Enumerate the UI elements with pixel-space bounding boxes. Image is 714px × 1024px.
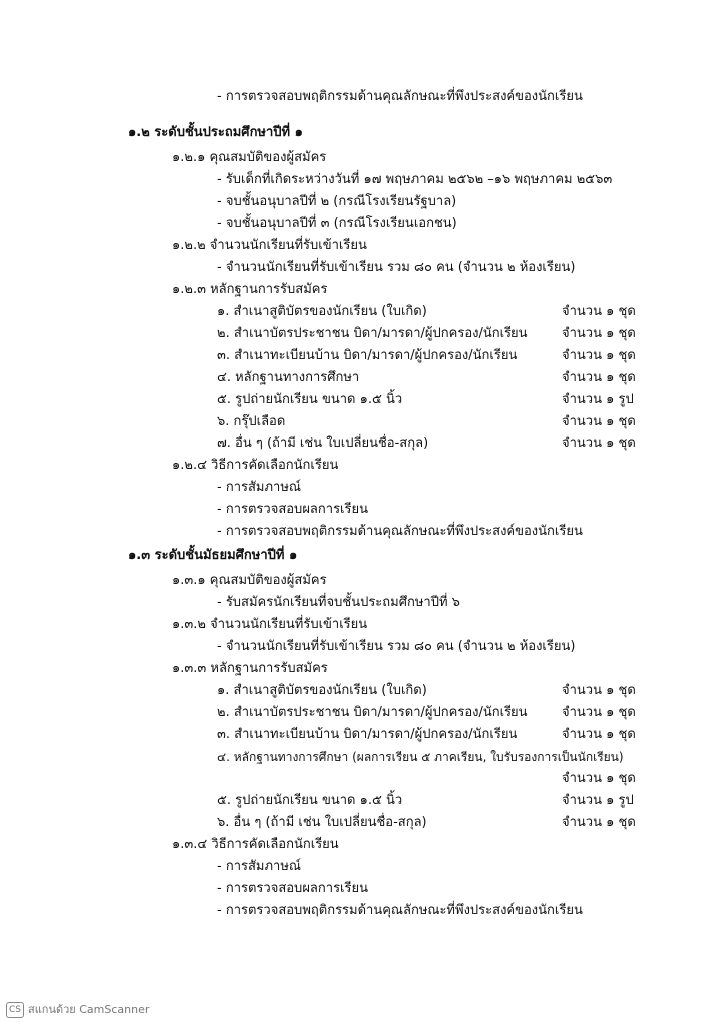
subsection-title-1-3-2: ๑.๓.๒ จำนวนนักเรียนที่รับเข้าเรียน xyxy=(172,617,368,632)
document-quantity: จำนวน ๑ ชุด xyxy=(562,683,636,698)
section-heading-1-3: ๑.๓ ระดับชั้นมัธยมศึกษาปีที่ ๑ xyxy=(128,548,298,563)
document-quantity: จำนวน ๑ ชุด xyxy=(562,727,636,742)
document-quantity: จำนวน ๑ รูป xyxy=(562,392,634,407)
document-item: ๖. กรุ๊ปเลือด xyxy=(217,414,286,429)
list-item: - รับเด็กที่เกิดระหว่างวันที่ ๑๗ พฤษภาคม ๒๕๖๒ –๑๖ พฤษภาคม ๒๕๖๓ xyxy=(217,172,613,187)
subsection-title-1-2-3: ๑.๒.๓ หลักฐานการรับสมัคร xyxy=(172,282,328,297)
document-quantity: จำนวน ๑ ชุด xyxy=(562,304,636,319)
document-item: ๑. สำเนาสูติบัตรของนักเรียน (ใบเกิด) xyxy=(217,683,427,698)
document-item: ๓. สำเนาทะเบียนบ้าน บิดา/มารดา/ผู้ปกครอง/นักเรียน xyxy=(217,727,518,742)
subsection-title-1-2-1: ๑.๒.๑ คุณสมบัติของผู้สมัคร xyxy=(172,150,327,165)
list-item: - รับสมัครนักเรียนที่จบชั้นประถมศึกษาปีที่ ๖ xyxy=(217,595,460,610)
document-item: ๔. หลักฐานทางการศึกษา (ผลการเรียน ๕ ภาคเรียน, ใบรับรองการเป็นนักเรียน) xyxy=(217,750,624,764)
subsection-title-1-3-3: ๑.๓.๓ หลักฐานการรับสมัคร xyxy=(172,661,328,676)
subsection-title-1-2-4: ๑.๒.๔ วิธีการคัดเลือกนักเรียน xyxy=(172,458,339,473)
scanner-watermark-text: สแกนด้วย CamScanner xyxy=(28,1003,150,1016)
list-item: - จำนวนนักเรียนที่รับเข้าเรียน รวม ๘๐ คน (จำนวน ๒ ห้องเรียน) xyxy=(217,639,576,654)
subsection-title-1-2-2: ๑.๒.๒ จำนวนนักเรียนที่รับเข้าเรียน xyxy=(172,238,367,253)
document-item: ๗. อื่น ๆ (ถ้ามี เช่น ใบเปลี่ยนชื่อ-สกุล) xyxy=(217,436,429,451)
document-quantity: จำนวน ๑ ชุด xyxy=(562,705,636,720)
document-quantity: จำนวน ๑ ชุด xyxy=(562,414,636,429)
document-item: ๕. รูปถ่ายนักเรียน ขนาด ๑.๕ นิ้ว xyxy=(217,793,403,808)
document-item: ๕. รูปถ่ายนักเรียน ขนาด ๑.๕ นิ้ว xyxy=(217,392,403,407)
document-item: ๓. สำเนาทะเบียนบ้าน บิดา/มารดา/ผู้ปกครอง/นักเรียน xyxy=(217,348,518,363)
subsection-title-1-3-1: ๑.๓.๑ คุณสมบัติของผู้สมัคร xyxy=(172,573,327,588)
list-item: - การสัมภาษณ์ xyxy=(217,480,301,495)
list-item: - การตรวจสอบพฤติกรรมด้านคุณลักษณะที่พึงประสงค์ของนักเรียน xyxy=(217,89,583,104)
list-item: - การสัมภาษณ์ xyxy=(217,859,301,874)
list-item: - การตรวจสอบผลการเรียน xyxy=(217,502,368,517)
list-item: - จบชั้นอนุบาลปีที่ ๒ (กรณีโรงเรียนรัฐบาล) xyxy=(217,194,457,209)
list-item: - การตรวจสอบพฤติกรรมด้านคุณลักษณะที่พึงประสงค์ของนักเรียน xyxy=(217,524,583,539)
list-item: - การตรวจสอบพฤติกรรมด้านคุณลักษณะที่พึงประสงค์ของนักเรียน xyxy=(217,903,583,918)
camscanner-logo-icon: CS xyxy=(6,1002,24,1018)
document-quantity: จำนวน ๑ ชุด xyxy=(562,348,636,363)
document-quantity: จำนวน ๑ ชุด xyxy=(562,436,636,451)
document-item: ๑. สำเนาสูติบัตรของนักเรียน (ใบเกิด) xyxy=(217,304,427,319)
document-quantity: จำนวน ๑ ชุด xyxy=(562,771,636,786)
document-item: ๖. อื่น ๆ (ถ้ามี เช่น ใบเปลี่ยนชื่อ-สกุล) xyxy=(217,815,427,830)
scanner-watermark xyxy=(6,1000,149,1018)
document-quantity: จำนวน ๑ ชุด xyxy=(562,326,636,341)
list-item: - จำนวนนักเรียนที่รับเข้าเรียน รวม ๘๐ คน (จำนวน ๒ ห้องเรียน) xyxy=(217,260,576,275)
document-item: ๔. หลักฐานทางการศึกษา xyxy=(217,370,360,385)
document-quantity: จำนวน ๑ ชุด xyxy=(562,370,636,385)
subsection-title-1-3-4: ๑.๓.๔ วิธีการคัดเลือกนักเรียน xyxy=(172,837,339,852)
list-item: - การตรวจสอบผลการเรียน xyxy=(217,881,368,896)
document-quantity: จำนวน ๑ ชุด xyxy=(562,815,636,830)
section-heading-1-2: ๑.๒ ระดับชั้นประถมศึกษาปีที่ ๑ xyxy=(128,125,303,140)
document-item: ๒. สำเนาบัตรประชาชน บิดา/มารดา/ผู้ปกครอง/นักเรียน xyxy=(217,705,528,720)
document-item: ๒. สำเนาบัตรประชาชน บิดา/มารดา/ผู้ปกครอง/นักเรียน xyxy=(217,326,528,341)
list-item: - จบชั้นอนุบาลปีที่ ๓ (กรณีโรงเรียนเอกชน) xyxy=(217,216,457,231)
document-quantity: จำนวน ๑ รูป xyxy=(562,793,634,808)
